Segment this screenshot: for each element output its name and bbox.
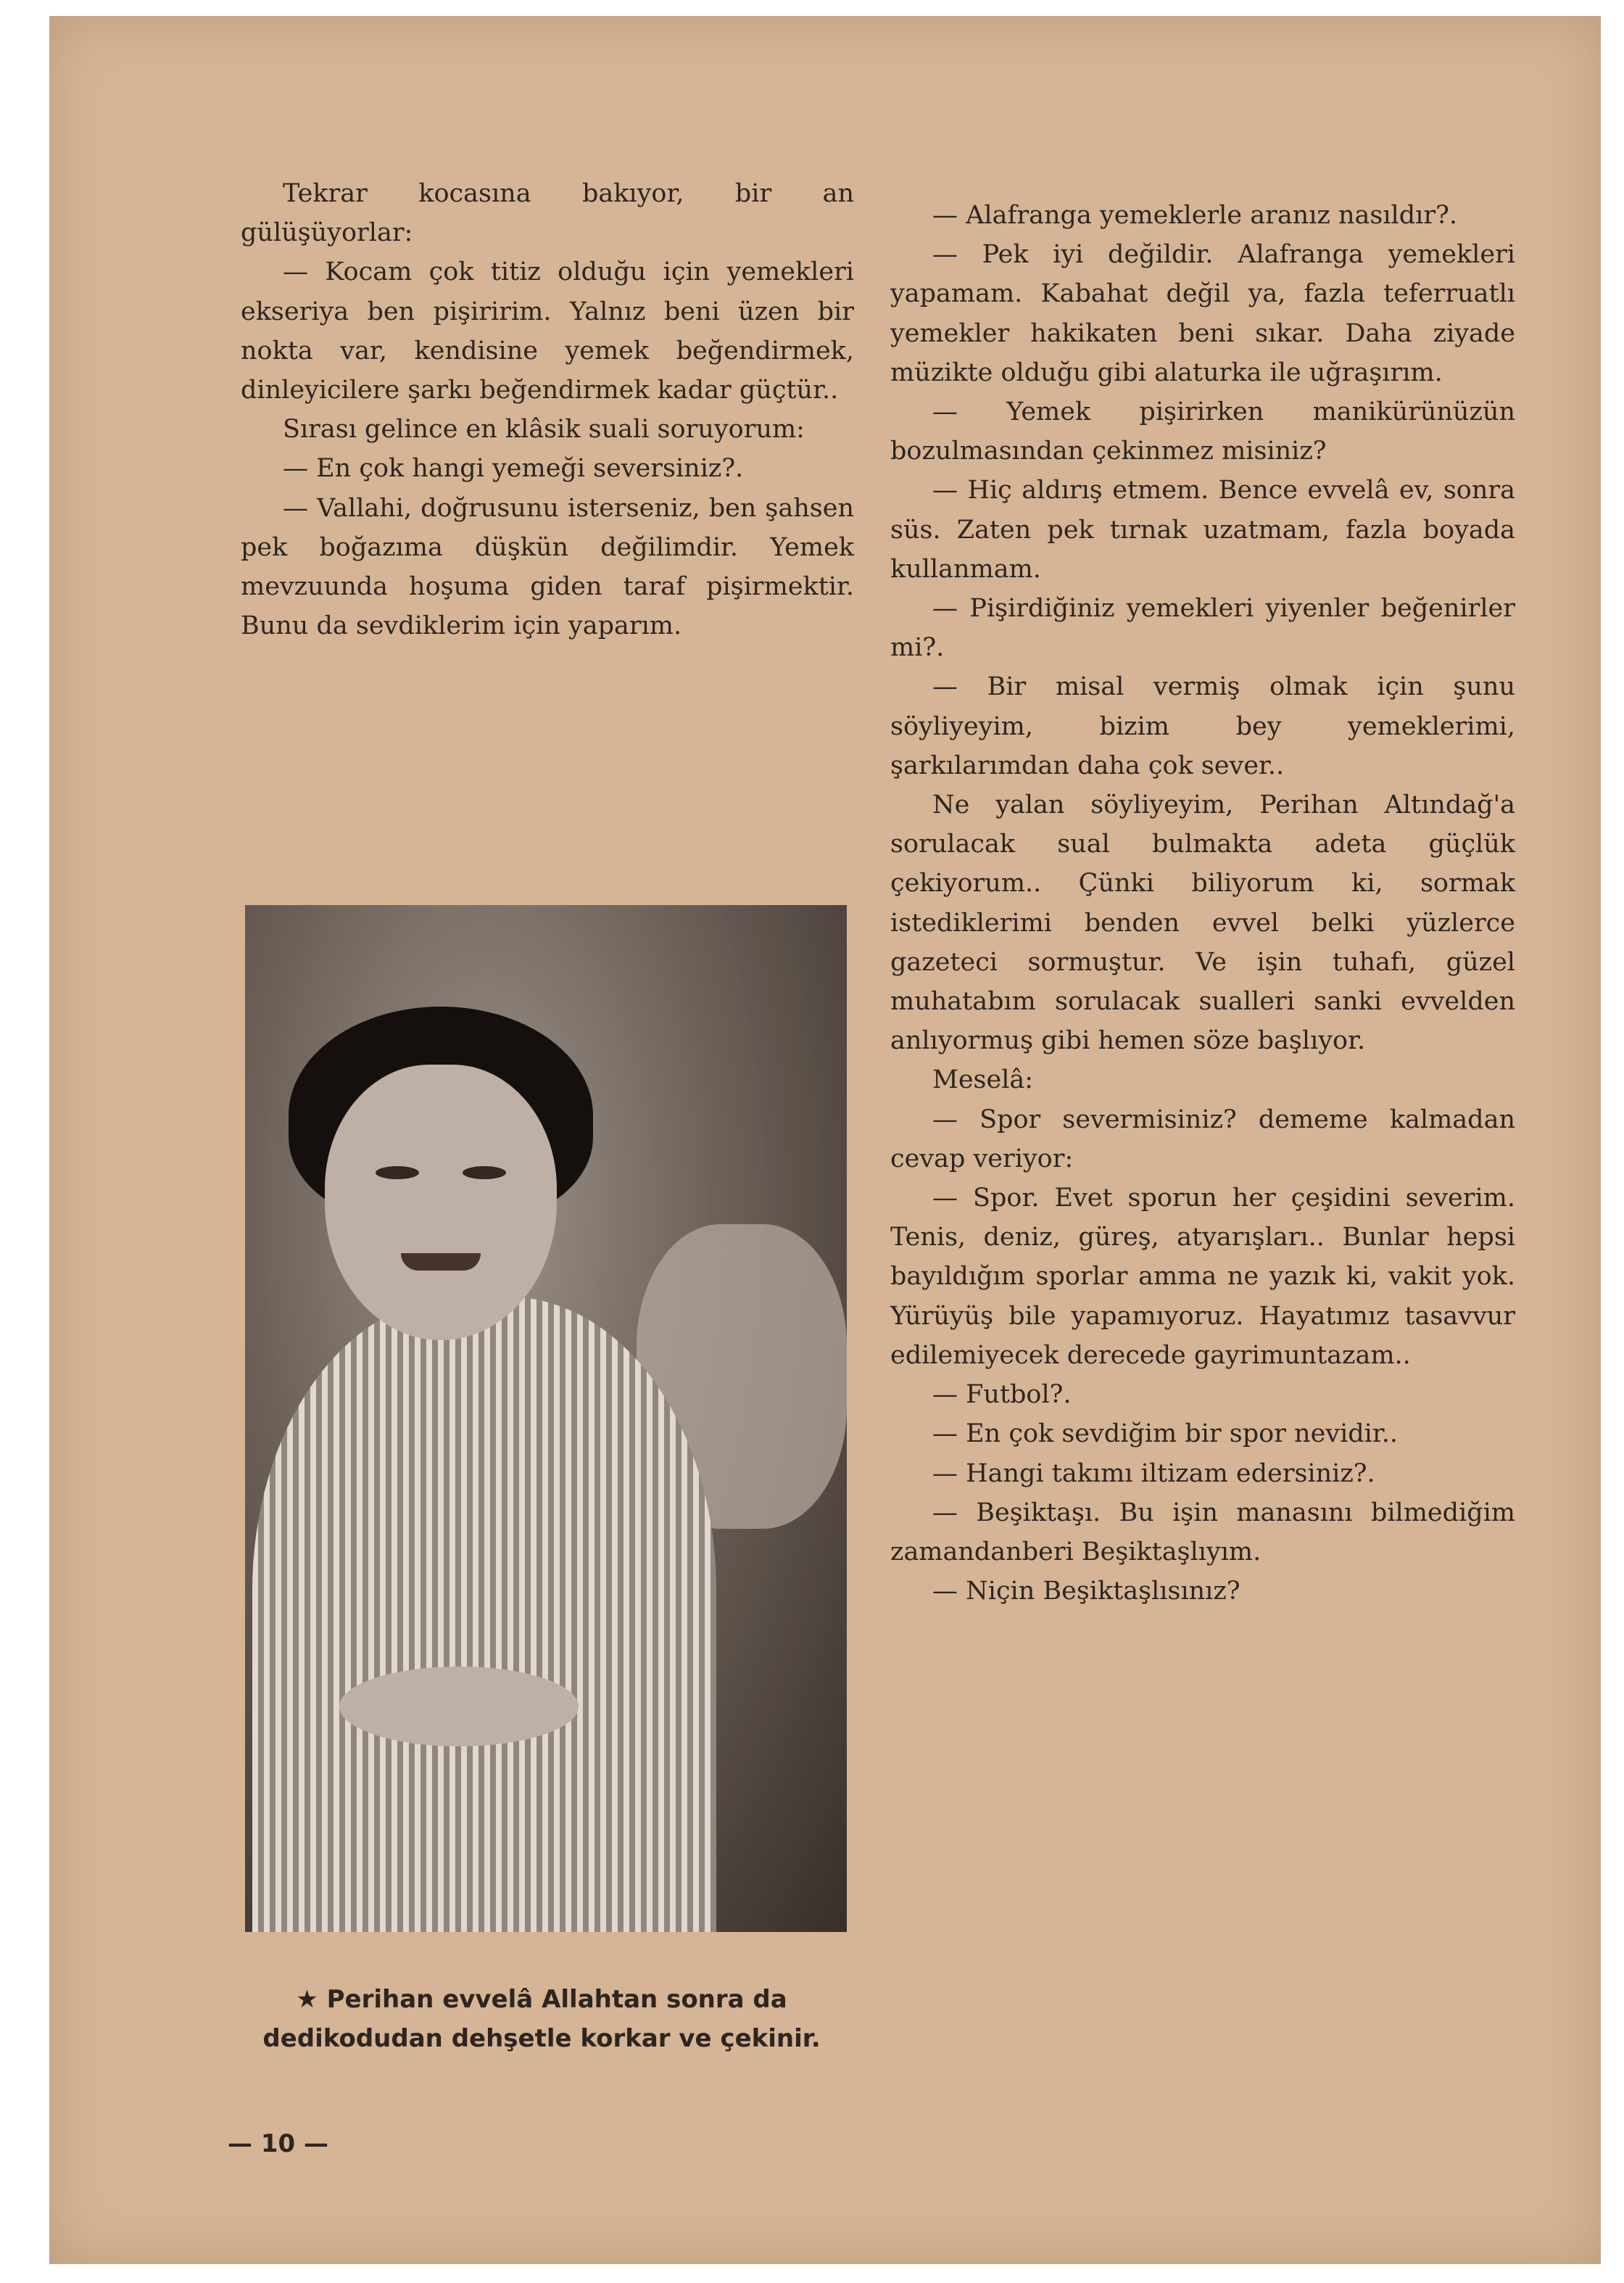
paragraph: — En çok hangi yemeği seversiniz?.: [283, 454, 744, 484]
paragraph: Sırası gelince en klâsik suali soruyorum:: [283, 415, 805, 445]
left-column: [241, 174, 854, 645]
paragraph: — Kocam çok titiz olduğu için yemekleri ekseriya ben pişiririm. Yalnız beni üzen bir nokta var, kendisine yemek beğendirmek, dinleyicilere şarkı beğendirmek kadar güçtür..: [241, 257, 854, 405]
paragraph: — Spor severmisiniz? dememe kalmadan cevap veriyor:: [890, 1105, 1515, 1173]
paragraph: — Pişirdiğiniz yemekleri yiyenler beğenirler mi?.: [890, 594, 1515, 663]
page-number: — 10 —: [228, 2129, 328, 2158]
paragraph: — Niçin Beşiktaşlısınız?: [932, 1577, 1240, 1606]
photo-caption: ★ Perihan evvelâ Allahtan sonra da dedikodudan dehşetle korkar ve çekinir.: [262, 1985, 821, 2053]
paragraph: — Futbol?.: [932, 1380, 1072, 1410]
paragraph: — Alafranga yemeklerle aranız nasıldır?.: [932, 201, 1457, 230]
paragraph: — Beşiktaşı. Bu işin manasını bilmediğim zamandanberi Beşiktaşlıyım.: [890, 1498, 1515, 1566]
magazine-page: [49, 16, 1601, 2264]
paragraph: — En çok sevdiğim bir spor nevidir..: [932, 1419, 1399, 1449]
paragraph: — Yemek pişirirken manikürünüzün bozulmasından çekinmez misiniz?: [890, 397, 1515, 466]
paragraph: Tekrar kocasına bakıyor, bir an gülüşüyorlar:: [241, 179, 854, 248]
paragraph: Ne yalan söyliyeyim, Perihan Altındağ'a sorulacak sual bulmakta adeta güçlük çekiyorum.. Çünki biliyorum ki, sormak istediklerimi benden evvel belki yüzlerce gazeteci sormuştur. Ve işin tuhafı, güzel muhatabım sorulacak sualleri sanki evvelden anlıyormuş gibi hemen söze başlıyor.: [890, 790, 1515, 1056]
paragraph: — Pek iyi değildir. Alafranga yemekleri yapamam. Kabahat değil ya, fazla teferruatlı yemekler hakikaten beni sıkar. Daha ziyade müzikte olduğu gibi alaturka ile uğraşırım.: [890, 240, 1515, 387]
paragraph: Meselâ:: [932, 1065, 1034, 1095]
paragraph: — Hiç aldırış etmem. Bence evvelâ ev, sonra süs. Zaten pek tırnak uzatmam, fazla boyada kullanmam.: [890, 476, 1515, 584]
paragraph: — Bir misal vermiş olmak için şunu söyliyeyim, bizim bey yemeklerimi, şarkılarımdan daha çok sever..: [890, 672, 1515, 780]
right-column: [890, 196, 1515, 1611]
paragraph: — Vallahi, doğrusunu isterseniz, ben şahsen pek boğazıma düşkün değilimdir. Yemek mevzuunda hoşuma giden taraf pişirmektir. Bunu da sevdiklerim için yaparım.: [241, 493, 854, 641]
paragraph: — Hangi takımı iltizam edersiniz?.: [932, 1458, 1375, 1488]
portrait-photo: [245, 905, 847, 1932]
paragraph: — Spor. Evet sporun her çeşidini severim. Tenis, deniz, güreş, atyarışları.. Bunlar hepsi bayıldığım sporlar amma ne yazık ki, vakit yok. Yürüyüş bile yapamıyoruz. Hayatımız tasavvur edilemiyecek derecede gayrimuntazam..: [890, 1184, 1515, 1370]
